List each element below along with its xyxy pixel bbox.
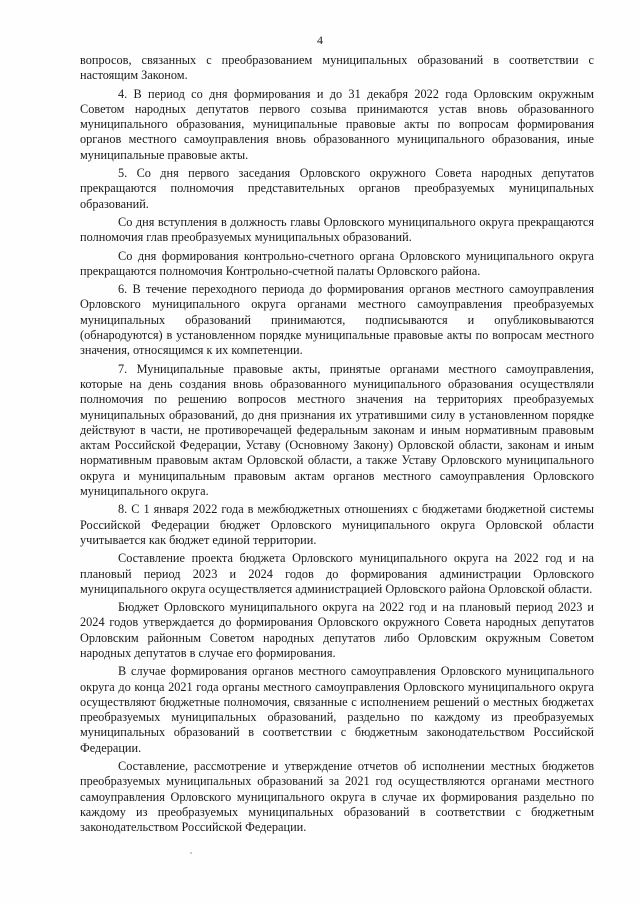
paragraph-budget-powers: В случае формирования органов местного самоуправления Орловского муниципального округа до конца 2021 года органы местного самоуправления Орловского муниципального округа осуществляют бюджетные полномочия, связанные с исполнением решений о местных бюджетах преобразуемых муниципальных образований, раздельно по каждому из преобразуемых муниципальных образований в соответствии с бюджетным законодательством Российской Федерации. — [80, 664, 594, 755]
paragraph-item-7: 7. Муниципальные правовые акты, принятые органами местного самоуправления, которые на день создания вновь образованного муниципального образования осуществляли полномочия по решению вопросов местного значения на территориях преобразуемых муниципальных образований, до дня признания их утратившими силу в установленном порядке действуют в части, не противоречащей федеральным законам и иным нормативным правовым актам Российской Федерации, Уставу (Основному Закону) Орловской области, законам и иным нормативным правовым актам Орловской области, а также Уставу Орловского муниципального округа и муниципальным правовым актам органов местного самоуправления Орловского муниципального округа. — [80, 361, 594, 499]
paragraph-item-8: 8. С 1 января 2022 года в межбюджетных отношениях с бюджетами бюджетной системы Российской Федерации бюджет Орловского муниципального округа Орловской области учитывается как бюджет единой территории. — [80, 502, 594, 547]
page-number: 4 — [317, 33, 323, 47]
paragraph-item-4: 4. В период со дня формирования и до 31 декабря 2022 года Орловским окружным Советом народных депутатов первого созыва принимаются устав вновь образованного муниципального образования, муниципальные правовые акты по вопросам формирования органов местного самоуправления вновь образованного муниципального образования, иные муниципальные правовые акты. — [80, 86, 594, 162]
paragraph-budget-reports: Составление, рассмотрение и утверждение отчетов об исполнении местных бюджетов преобразуемых муниципальных образований за 2021 год осуществляются органами местного самоуправления Орловского муниципального округа в случае их формирования раздельно по каждому из преобразуемых муниципальных образований в соответствии с бюджетным законодательством Российской Федерации. — [80, 759, 594, 835]
document-body — [80, 53, 594, 839]
paragraph-budget-draft: Составление проекта бюджета Орловского муниципального округа на 2022 год и на плановый период 2023 и 2024 годов до формирования администрации Орловского муниципального округа осуществляется администрацией Орловского района Орловской области. — [80, 551, 594, 596]
scan-artifact — [190, 852, 192, 854]
paragraph-control-body: Со дня формирования контрольно-счетного органа Орловского муниципального округа прекращаются полномочия Контрольно-счетной палаты Орловского района. — [80, 248, 594, 278]
paragraph-budget-approval: Бюджет Орловского муниципального округа на 2022 год и на плановый период 2023 и 2024 годов утверждается до формирования Орловского окружного Совета народных депутатов Орловским районным Советом народных депутатов либо Орловским окружным Советом народных депутатов в случае его формирования. — [80, 600, 594, 660]
paragraph-item-6: 6. В течение переходного периода до формирования органов местного самоуправления Орловского муниципального округа органами местного самоуправления преобразуемых муниципальных образований принимаются, подписываются и опубликовываются (обнародуются) в установленном порядке муниципальные правовые акты по вопросам местного значения, относящимся к их компетенции. — [80, 282, 594, 358]
paragraph-continuation: вопросов, связанных с преобразованием муниципальных образований в соответствии с настоящим Законом. — [80, 53, 594, 83]
paragraph-head-powers: Со дня вступления в должность главы Орловского муниципального округа прекращаются полномочия глав преобразуемых муниципальных образований. — [80, 214, 594, 245]
paragraph-item-5: 5. Со дня первого заседания Орловского окружного Совета народных депутатов прекращаются полномочия представительных органов преобразуемых муниципальных образований. — [80, 166, 594, 211]
